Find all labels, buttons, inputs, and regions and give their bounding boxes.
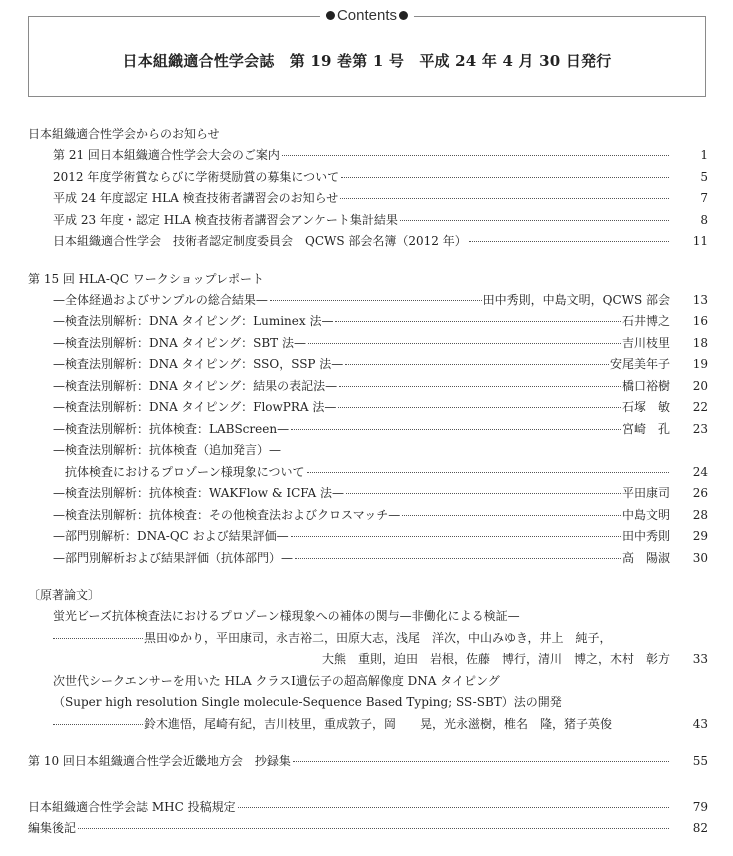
dot-leader xyxy=(293,761,669,762)
table-of-contents xyxy=(28,124,708,856)
toc-entry[interactable] xyxy=(28,354,708,376)
entry-title: —検査法別解析：抗体検査：その他検査法およびクロスマッチ— xyxy=(53,507,401,522)
section-title: 第 15 回 HLA-QC ワークショップレポート xyxy=(28,271,264,286)
entry-author: 田中秀則 xyxy=(621,529,670,543)
entry-title: —検査法別解析：DNA タイピング：SSO，SSP 法— xyxy=(53,357,344,371)
page-number: 82 xyxy=(692,821,708,835)
entry-title: —検査法別解析：DNA タイピング：SBT 法— xyxy=(53,335,306,350)
page-number: 16 xyxy=(692,314,708,328)
paper-authors: 黒田ゆかり，平田康司，永吉裕二，田原大志，浅尾 洋次，中山みゆき，井上 純子， xyxy=(144,630,612,645)
entry-title: 日本組織適合性学会 技術者認定制度委員会 QCWS 部会名簿（2012 年） xyxy=(53,234,467,248)
page-number: 5 xyxy=(700,169,708,184)
toc-entry[interactable] xyxy=(28,210,708,232)
dot-leader xyxy=(339,386,621,387)
page-number: 11 xyxy=(692,234,708,248)
page-number: 18 xyxy=(692,335,708,350)
toc-entry[interactable] xyxy=(28,376,708,398)
entry-title: 第 10 回日本組織適合性学会近畿地方会 抄録集 xyxy=(28,754,291,768)
page-number: 22 xyxy=(692,400,708,414)
entry-title: —全体経過およびサンプルの総合結果— xyxy=(53,292,268,307)
paper-title-line xyxy=(28,606,708,628)
entry-title: —検査法別解析：抗体検査：LABScreen— xyxy=(53,421,290,436)
contents-label xyxy=(320,7,414,25)
entry-author: 石井博之 xyxy=(621,314,670,328)
page-number: 29 xyxy=(692,529,708,543)
page-number: 7 xyxy=(700,191,708,205)
entry-author: 橋口裕樹 xyxy=(621,378,670,393)
page-number: 30 xyxy=(692,550,708,565)
toc-entry[interactable] xyxy=(28,483,708,505)
paper-title: 蛍光ビーズ抗体検査法におけるプロゾーン様現象への補体の関与—非働化による検証— xyxy=(53,609,520,623)
dot-leader xyxy=(341,177,669,178)
toc-entry[interactable] xyxy=(28,311,708,333)
entry-author: 中島文明 xyxy=(621,507,670,522)
entry-author: 吉川枝里 xyxy=(621,335,670,350)
dot-leader xyxy=(291,536,621,537)
toc-section-notices xyxy=(28,124,708,253)
entry-author: 高 陽淑 xyxy=(621,550,670,565)
toc-section-abstracts xyxy=(28,751,708,773)
paper-authors-continuation xyxy=(28,649,708,671)
page-number: 1 xyxy=(700,148,708,162)
dot-leader xyxy=(291,429,621,430)
entry-title: —検査法別解析：抗体検査：WAKFlow & ICFA 法— xyxy=(53,486,345,500)
dot-leader xyxy=(340,198,669,199)
journal-issue-title: 日本組織適合性学会誌 第 19 巻第 1 号 平成 24 年 4 月 30 日発行 xyxy=(122,52,612,70)
entry-title: 平成 23 年度・認定 HLA 検査技術者講習会アンケート集計結果 xyxy=(53,212,398,227)
toc-section-original-papers xyxy=(28,585,708,735)
entry-title: —検査法別解析：DNA タイピング：Luminex 法— xyxy=(53,314,334,328)
toc-entry[interactable] xyxy=(28,818,708,840)
toc-entry-continuation[interactable] xyxy=(28,462,708,484)
dot-leader xyxy=(238,807,669,808)
dot-leader xyxy=(270,300,482,301)
dot-leader xyxy=(335,321,621,322)
paper-title: 次世代シークエンサーを用いた HLA クラスⅠ遺伝子の超高解像度 DNA タイピング xyxy=(53,673,500,688)
section-title: 日本組織適合性学会からのお知らせ xyxy=(28,127,220,141)
entry-title: —部門別解析および結果評価（抗体部門）— xyxy=(53,550,294,565)
toc-entry[interactable] xyxy=(28,419,708,441)
paper-entry[interactable] xyxy=(28,671,708,736)
page-number: 26 xyxy=(692,486,708,500)
page-number: 23 xyxy=(692,421,708,436)
dot-leader xyxy=(53,638,143,639)
toc-entry[interactable] xyxy=(28,290,708,312)
section-title: 〔原著論文〕 xyxy=(28,588,101,602)
paper-entry[interactable] xyxy=(28,606,708,671)
dot-leader xyxy=(53,724,143,725)
dot-leader xyxy=(78,828,669,829)
toc-entry[interactable] xyxy=(28,145,708,167)
dot-leader xyxy=(469,241,669,242)
toc-entry[interactable] xyxy=(28,526,708,548)
bullet-icon xyxy=(399,11,408,20)
toc-entry[interactable] xyxy=(28,797,708,819)
entry-title: 平成 24 年度認定 HLA 検査技術者講習会のお知らせ xyxy=(53,191,339,205)
page-number: 28 xyxy=(692,507,708,522)
contents-label-text: Contents xyxy=(336,7,398,24)
toc-entry[interactable] xyxy=(28,397,708,419)
page-number: 8 xyxy=(700,212,708,227)
paper-authors-line xyxy=(28,628,708,650)
paper-authors: 大熊 重則，迫田 岩根，佐藤 博行，清川 博之，木村 彰方 xyxy=(321,652,670,666)
entry-title: 第 21 回日本組織適合性学会大会のご案内 xyxy=(53,148,280,162)
entry-author: 田中秀則，中島文明，QCWS 部会 xyxy=(482,292,670,307)
entry-title: 編集後記 xyxy=(28,821,77,835)
toc-entry[interactable] xyxy=(28,231,708,253)
toc-entry[interactable] xyxy=(28,440,708,462)
paper-authors-line xyxy=(28,714,708,736)
dot-leader xyxy=(402,515,621,516)
dot-leader xyxy=(307,472,669,473)
paper-title: （Super high resolution Single molecule-Sequence Based Typing; SS-SBT）法の開発 xyxy=(53,695,562,709)
toc-entry[interactable] xyxy=(28,548,708,570)
entry-title-continuation: 抗体検査におけるプロゾーン様現象について xyxy=(65,464,305,479)
entry-author: 石塚 敏 xyxy=(621,400,670,414)
toc-entry[interactable] xyxy=(28,751,708,773)
toc-entry[interactable] xyxy=(28,167,708,189)
page-number: 55 xyxy=(692,754,708,768)
contents-header-box xyxy=(28,7,706,97)
entry-author: 平田康司 xyxy=(621,486,670,500)
page-number: 19 xyxy=(692,357,708,371)
bullet-icon xyxy=(326,11,335,20)
paper-title-line xyxy=(28,692,708,714)
entry-title: —検査法別解析：DNA タイピング：結果の表記法— xyxy=(53,378,338,393)
page-number: 33 xyxy=(692,652,708,666)
entry-title: —検査法別解析：抗体検査（追加発言）— xyxy=(53,443,282,457)
page-number: 79 xyxy=(692,799,708,814)
dot-leader xyxy=(308,343,621,344)
toc-entry[interactable] xyxy=(28,333,708,355)
dot-leader xyxy=(345,364,609,365)
entry-title: —部門別解析：DNA-QC および結果評価— xyxy=(53,529,289,543)
toc-section-qc-workshop xyxy=(28,269,708,570)
page-number: 20 xyxy=(692,378,708,393)
toc-section-misc xyxy=(28,797,708,840)
page-number: 43 xyxy=(692,716,708,731)
dot-leader xyxy=(295,558,621,559)
toc-entry[interactable] xyxy=(28,188,708,210)
dot-leader xyxy=(338,407,621,408)
paper-authors: 鈴木進悟，尾崎有紀，吉川枝里，重成敦子，岡 晃，光永滋樹，椎名 隆，猪子英俊 xyxy=(144,716,613,731)
dot-leader xyxy=(400,220,669,221)
entry-author: 安尾美年子 xyxy=(609,357,670,371)
dot-leader xyxy=(346,493,621,494)
dot-leader xyxy=(282,155,669,156)
toc-entry[interactable] xyxy=(28,505,708,527)
page-number: 13 xyxy=(692,292,708,307)
entry-author: 宮崎 孔 xyxy=(621,421,670,436)
paper-title-line xyxy=(28,671,708,693)
entry-title: —検査法別解析：DNA タイピング：FlowPRA 法— xyxy=(53,400,337,414)
page-number: 24 xyxy=(692,464,708,479)
entry-title: 日本組織適合性学会誌 MHC 投稿規定 xyxy=(28,799,236,814)
entry-title: 2012 年度学術賞ならびに学術奨励賞の募集について xyxy=(53,169,340,184)
